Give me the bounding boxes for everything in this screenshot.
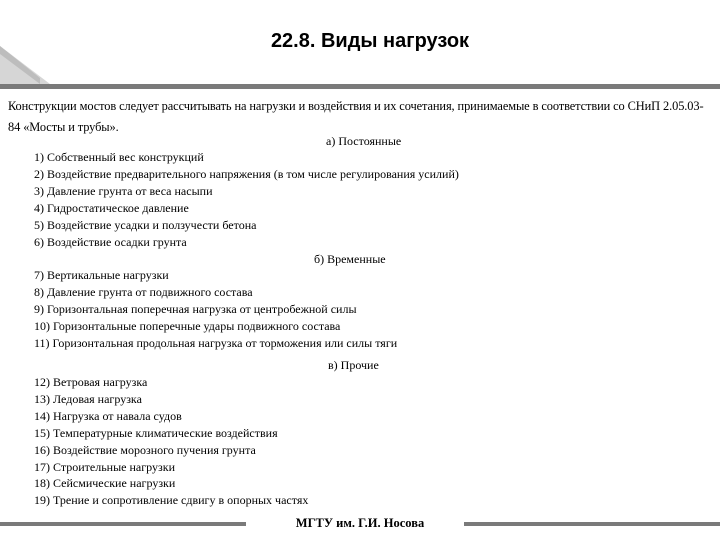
- list-item: 12) Ветровая нагрузка: [34, 375, 148, 389]
- list-item: 4) Гидростатическое давление: [34, 200, 189, 215]
- intro-paragraph: Конструкции мостов следует рассчитывать на нагрузки и воздействия и их сочетания, принимаемые в соответствии со СНиП 2.05.03-84 «Мосты и трубы».: [8, 99, 704, 134]
- section-heading-permanent: а) Постоянные: [326, 134, 402, 148]
- list-item: 10) Горизонтальные поперечные удары подвижного состава: [34, 318, 341, 333]
- list-item: 6) Воздействие осадки грунта: [34, 234, 187, 249]
- list-item: 14) Нагрузка от навала судов: [34, 408, 182, 423]
- list-item: 18) Сейсмические нагрузки: [34, 476, 176, 491]
- permanent-loads-list: [34, 149, 459, 250]
- list-item: 11) Горизонтальная продольная нагрузка от торможения или силы тяги: [34, 335, 398, 350]
- page-title: 22.8. Виды нагрузок: [270, 30, 470, 52]
- list-item: 15) Температурные климатические воздействия: [34, 425, 278, 440]
- footer-institution: МГТУ им. Г.И. Носова: [295, 516, 425, 530]
- list-item: 5) Воздействие усадки и ползучести бетона: [34, 217, 257, 232]
- list-item: 13) Ледовая нагрузка: [34, 391, 142, 406]
- section-heading-temporary: б) Временные: [314, 252, 386, 266]
- other-loads-list: [34, 374, 308, 509]
- temporary-loads-list: [34, 267, 397, 352]
- list-item: 17) Строительные нагрузки: [34, 459, 175, 474]
- list-item: 8) Давление грунта от подвижного состава: [34, 284, 253, 299]
- list-item: 9) Горизонтальная поперечная нагрузка от центробежной силы: [34, 301, 357, 316]
- list-item: 3) Давление грунта от веса насыпи: [34, 183, 213, 198]
- list-item: 19) Трение и сопротивление сдвигу в опорных частях: [34, 493, 309, 508]
- list-item: 1) Собственный вес конструкций: [34, 150, 204, 164]
- list-item: 7) Вертикальные нагрузки: [34, 268, 169, 282]
- list-item: 16) Воздействие морозного пучения грунта: [34, 442, 256, 457]
- list-item: 2) Воздействие предварительного напряжения (в том числе регулирования усилий): [34, 166, 459, 181]
- section-heading-other: в) Прочие: [328, 358, 379, 372]
- title-divider: [0, 84, 720, 89]
